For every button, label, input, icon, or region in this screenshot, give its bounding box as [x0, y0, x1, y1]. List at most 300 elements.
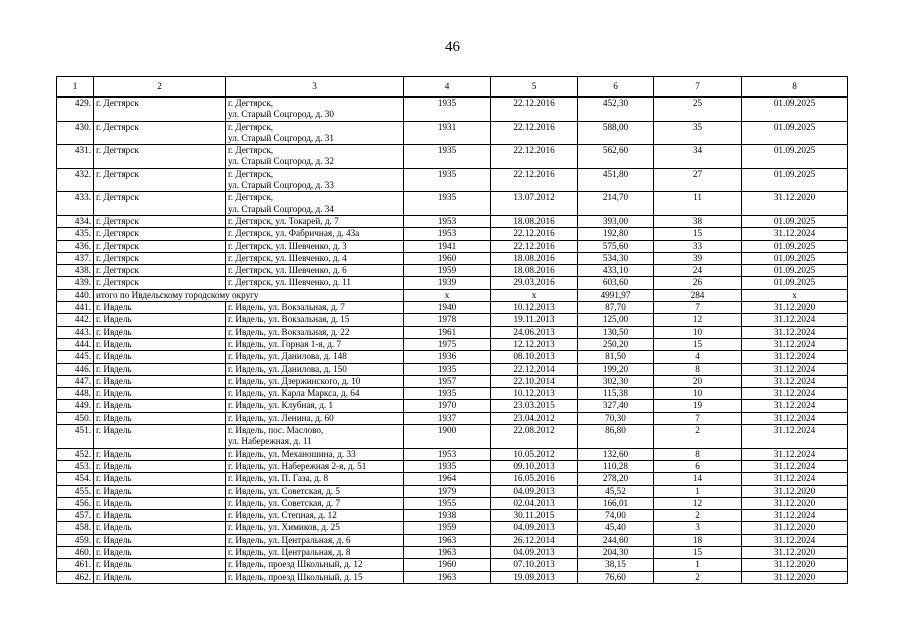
date-cell: 04.09.2013: [491, 522, 578, 534]
count-cell: 10: [654, 326, 742, 338]
table-row: [57, 559, 848, 571]
table-row: [57, 302, 848, 314]
row-number-cell: 453.: [57, 460, 94, 472]
year-cell: 1935: [404, 192, 491, 216]
row-number-cell: 442.: [57, 314, 94, 326]
table-row: [57, 215, 848, 227]
count-cell: 24: [654, 265, 742, 277]
count-cell: 10: [654, 388, 742, 400]
area-cell: 130,50: [578, 326, 654, 338]
address-line: г. Ивдель, ул. Вокзальная, д. 15: [228, 314, 350, 325]
area-cell: 244,60: [578, 534, 654, 546]
date-cell: 22.12.2016: [491, 228, 578, 240]
table-row: [57, 314, 848, 326]
date-cell: 10.12.2013: [491, 388, 578, 400]
deadline-cell: 31.12.2024: [742, 510, 848, 522]
address-cell: [226, 252, 404, 264]
locality-cell: г. Ивдель: [94, 534, 226, 546]
address-cell: [226, 412, 404, 424]
address-line: ул. Старый Соцгород, д. 33: [228, 180, 334, 191]
address-line: г. Ивдель, ул. Дзержинского, д. 10: [228, 375, 361, 386]
deadline-cell: 31.12.2020: [742, 571, 848, 583]
address-line: г. Ивдель, ул. Клубная, д. 1: [228, 400, 334, 411]
table-row: [57, 192, 848, 216]
deadline-cell: 01.09.2025: [742, 121, 848, 145]
deadline-cell: 31.12.2024: [742, 228, 848, 240]
deadline-cell: 31.12.2020: [742, 192, 848, 216]
locality-cell: г. Ивдель: [94, 400, 226, 412]
table-row: [57, 388, 848, 400]
address-line: г. Дегтярск, ул. Шевченко, д. 3: [228, 240, 347, 251]
deadline-cell: 31.12.2024: [742, 460, 848, 472]
total-label-cell: итого по Ивдельскому городскому округу: [94, 289, 404, 301]
address-cell: [226, 460, 404, 472]
year-cell: 1935: [404, 388, 491, 400]
row-number-cell: 430.: [57, 121, 94, 145]
deadline-cell: 31.12.2024: [742, 338, 848, 350]
count-cell: 8: [654, 448, 742, 460]
date-cell: 22.12.2016: [491, 168, 578, 192]
row-number-cell: 440.: [57, 289, 94, 301]
address-line: г. Дегтярск,: [228, 192, 274, 203]
table-row: [57, 375, 848, 387]
year-cell: 1959: [404, 265, 491, 277]
deadline-cell: 01.09.2025: [742, 277, 848, 289]
area-cell: 115,38: [578, 388, 654, 400]
date-cell: 18.08.2016: [491, 252, 578, 264]
locality-cell: г. Ивдель: [94, 522, 226, 534]
locality-cell: г. Ивдель: [94, 314, 226, 326]
address-cell: [226, 534, 404, 546]
address-line: ул. Старый Соцгород, д. 34: [228, 203, 334, 214]
table-row: [57, 145, 848, 169]
column-header: 1: [57, 77, 94, 98]
area-cell: 87,70: [578, 302, 654, 314]
address-cell: [226, 351, 404, 363]
date-cell: 04.09.2013: [491, 485, 578, 497]
row-number-cell: 447.: [57, 375, 94, 387]
address-line: г. Дегтярск,: [228, 121, 274, 132]
table-row: [57, 240, 848, 252]
address-cell: [226, 559, 404, 571]
deadline-cell: 31.12.2024: [742, 375, 848, 387]
date-cell: 22.12.2016: [491, 121, 578, 145]
address-line: г. Ивдель, ул. Данилова, д. 148: [228, 351, 347, 362]
locality-cell: г. Дегтярск: [94, 145, 226, 169]
row-number-cell: 435.: [57, 228, 94, 240]
table-row: [57, 121, 848, 145]
area-cell: 452,30: [578, 97, 654, 121]
row-number-cell: 461.: [57, 559, 94, 571]
count-cell: 39: [654, 252, 742, 264]
deadline-cell: 31.12.2024: [742, 351, 848, 363]
area-cell: 125,00: [578, 314, 654, 326]
deadline-cell: 01.09.2025: [742, 145, 848, 169]
year-cell: 1940: [404, 302, 491, 314]
address-cell: [226, 192, 404, 216]
table-row: [57, 571, 848, 583]
area-cell: 74,00: [578, 510, 654, 522]
table-row: [57, 425, 848, 449]
date-cell: 18.08.2016: [491, 215, 578, 227]
count-cell: 2: [654, 571, 742, 583]
count-cell: 8: [654, 363, 742, 375]
date-cell: 29.03.2016: [491, 277, 578, 289]
header-row: [57, 77, 848, 98]
area-cell: 86,80: [578, 425, 654, 449]
count-cell: 12: [654, 314, 742, 326]
address-line: г. Дегтярск, ул. Шевченко, д. 11: [228, 277, 352, 288]
table-row: [57, 228, 848, 240]
area-cell: 45,52: [578, 485, 654, 497]
area-cell: 214,70: [578, 192, 654, 216]
table-row: [57, 363, 848, 375]
locality-cell: г. Ивдель: [94, 375, 226, 387]
area-cell: 110,28: [578, 460, 654, 472]
address-cell: [226, 400, 404, 412]
address-cell: [226, 338, 404, 350]
address-line: г. Дегтярск,: [228, 98, 274, 108]
table-row: [57, 412, 848, 424]
count-cell: 6: [654, 460, 742, 472]
deadline-cell: 31.12.2020: [742, 559, 848, 571]
count-cell: 1: [654, 559, 742, 571]
table-row: [57, 522, 848, 534]
deadline-cell: 31.12.2024: [742, 314, 848, 326]
date-cell: 24.06.2013: [491, 326, 578, 338]
deadline-cell: 01.09.2025: [742, 168, 848, 192]
address-line: г. Ивдель, ул. Горная 1-я, д. 7: [228, 338, 342, 349]
table-row: [57, 168, 848, 192]
address-cell: [226, 448, 404, 460]
year-cell: 1957: [404, 375, 491, 387]
area-cell: 166,01: [578, 497, 654, 509]
year-cell: 1938: [404, 510, 491, 522]
address-cell: [226, 277, 404, 289]
address-cell: [226, 388, 404, 400]
address-line: ул. Старый Соцгород, д. 31: [228, 132, 334, 143]
date-cell: 22.10.2014: [491, 375, 578, 387]
address-line: г. Ивдель, ул. Механошина, д. 33: [228, 448, 356, 459]
deadline-cell: 31.12.2024: [742, 412, 848, 424]
date-cell: 10.12.2013: [491, 302, 578, 314]
locality-cell: г. Ивдель: [94, 302, 226, 314]
address-cell: [226, 363, 404, 375]
row-number-cell: 458.: [57, 522, 94, 534]
deadline-cell: 31.12.2024: [742, 473, 848, 485]
row-number-cell: 431.: [57, 145, 94, 169]
address-cell: [226, 522, 404, 534]
count-cell: 19: [654, 400, 742, 412]
count-cell: 2: [654, 510, 742, 522]
date-cell: 12.12.2013: [491, 338, 578, 350]
locality-cell: г. Ивдель: [94, 425, 226, 449]
column-header: 4: [404, 77, 491, 98]
address-line: г. Ивдель, проезд Школьный, д. 15: [228, 571, 363, 582]
address-line: г. Ивдель, ул. Химиков, д. 25: [228, 522, 340, 533]
locality-cell: г. Ивдель: [94, 571, 226, 583]
locality-cell: г. Ивдель: [94, 485, 226, 497]
date-cell: 22.08.2012: [491, 425, 578, 449]
locality-cell: г. Дегтярск: [94, 277, 226, 289]
table-row: [57, 534, 848, 546]
address-cell: [226, 168, 404, 192]
year-cell: 1963: [404, 571, 491, 583]
deadline-cell: 01.09.2025: [742, 97, 848, 121]
date-cell: 26.12.2014: [491, 534, 578, 546]
area-cell: 603,60: [578, 277, 654, 289]
address-cell: [226, 302, 404, 314]
table-row: [57, 460, 848, 472]
row-number-cell: 432.: [57, 168, 94, 192]
row-number-cell: 450.: [57, 412, 94, 424]
locality-cell: г. Дегтярск: [94, 252, 226, 264]
year-cell: 1936: [404, 351, 491, 363]
year-cell: 1960: [404, 252, 491, 264]
area-cell: 327,40: [578, 400, 654, 412]
address-line: г. Дегтярск, ул. Шевченко, д. 6: [228, 265, 347, 276]
deadline-cell: 01.09.2025: [742, 265, 848, 277]
year-cell: 1955: [404, 497, 491, 509]
locality-cell: г. Дегтярск: [94, 265, 226, 277]
locality-cell: г. Ивдель: [94, 546, 226, 558]
row-number-cell: 462.: [57, 571, 94, 583]
area-cell: 204,30: [578, 546, 654, 558]
area-cell: 451,80: [578, 168, 654, 192]
year-cell: x: [404, 289, 491, 301]
deadline-cell: 31.12.2024: [742, 388, 848, 400]
page-number: 46: [445, 39, 460, 55]
date-cell: 18.08.2016: [491, 265, 578, 277]
row-number-cell: 436.: [57, 240, 94, 252]
count-cell: 2: [654, 425, 742, 449]
deadline-cell: 31.12.2020: [742, 497, 848, 509]
year-cell: 1900: [404, 425, 491, 449]
count-cell: 7: [654, 302, 742, 314]
column-header: 3: [226, 77, 404, 98]
year-cell: 1935: [404, 97, 491, 121]
address-line: ул. Старый Соцгород, д. 32: [228, 156, 334, 167]
address-line: ул. Набережная, д. 11: [228, 436, 312, 447]
count-cell: 4: [654, 351, 742, 363]
count-cell: 38: [654, 215, 742, 227]
row-number-cell: 451.: [57, 425, 94, 449]
locality-cell: г. Дегтярск: [94, 97, 226, 121]
locality-cell: г. Ивдель: [94, 460, 226, 472]
area-cell: 588,00: [578, 121, 654, 145]
row-number-cell: 456.: [57, 497, 94, 509]
count-cell: 7: [654, 412, 742, 424]
row-number-cell: 455.: [57, 485, 94, 497]
row-number-cell: 454.: [57, 473, 94, 485]
locality-cell: г. Дегтярск: [94, 215, 226, 227]
year-cell: 1931: [404, 121, 491, 145]
area-cell: 302,30: [578, 375, 654, 387]
row-number-cell: 449.: [57, 400, 94, 412]
address-cell: [226, 228, 404, 240]
date-cell: x: [491, 289, 578, 301]
year-cell: 1964: [404, 473, 491, 485]
count-cell: 15: [654, 338, 742, 350]
count-cell: 35: [654, 121, 742, 145]
deadline-cell: 31.12.2020: [742, 302, 848, 314]
table-row: [57, 497, 848, 509]
year-cell: 1961: [404, 326, 491, 338]
locality-cell: г. Дегтярск: [94, 168, 226, 192]
date-cell: 22.12.2016: [491, 240, 578, 252]
row-number-cell: 460.: [57, 546, 94, 558]
housing-table: [56, 76, 848, 584]
year-cell: 1963: [404, 534, 491, 546]
column-header: 6: [578, 77, 654, 98]
table-row: [57, 400, 848, 412]
locality-cell: г. Дегтярск: [94, 121, 226, 145]
table-row: [57, 252, 848, 264]
date-cell: 09.10.2013: [491, 460, 578, 472]
address-line: г. Дегтярск, ул. Шевченко, д. 4: [228, 252, 347, 263]
table-row: [57, 448, 848, 460]
area-cell: 278,20: [578, 473, 654, 485]
address-line: г. Ивдель, ул. П. Газа, д. 8: [228, 473, 329, 484]
table-body: [57, 97, 848, 583]
row-number-cell: 445.: [57, 351, 94, 363]
address-cell: [226, 240, 404, 252]
address-line: г. Ивдель, ул. Данилова, д. 150: [228, 363, 347, 374]
address-line: г. Ивдель, ул. Центральная, д. 6: [228, 534, 351, 545]
row-number-cell: 429.: [57, 97, 94, 121]
locality-cell: г. Ивдель: [94, 338, 226, 350]
year-cell: 1978: [404, 314, 491, 326]
row-number-cell: 444.: [57, 338, 94, 350]
year-cell: 1970: [404, 400, 491, 412]
address-cell: [226, 546, 404, 558]
date-cell: 07.10.2013: [491, 559, 578, 571]
count-cell: 1: [654, 485, 742, 497]
date-cell: 22.12.2016: [491, 145, 578, 169]
date-cell: 19.11.2013: [491, 314, 578, 326]
locality-cell: г. Ивдель: [94, 326, 226, 338]
row-number-cell: 457.: [57, 510, 94, 522]
area-cell: 562,60: [578, 145, 654, 169]
row-number-cell: 452.: [57, 448, 94, 460]
column-header: 2: [94, 77, 226, 98]
deadline-cell: 31.12.2024: [742, 425, 848, 449]
deadline-cell: 01.09.2025: [742, 240, 848, 252]
address-cell: [226, 375, 404, 387]
row-number-cell: 446.: [57, 363, 94, 375]
year-cell: 1953: [404, 215, 491, 227]
area-cell: 45,40: [578, 522, 654, 534]
table-header: [57, 77, 848, 98]
locality-cell: г. Ивдель: [94, 363, 226, 375]
row-number-cell: 439.: [57, 277, 94, 289]
locality-cell: г. Ивдель: [94, 473, 226, 485]
date-cell: 23.03.2015: [491, 400, 578, 412]
table-row: [57, 485, 848, 497]
year-cell: 1935: [404, 363, 491, 375]
row-number-cell: 448.: [57, 388, 94, 400]
row-number-cell: 459.: [57, 534, 94, 546]
date-cell: 30.11.2015: [491, 510, 578, 522]
deadline-cell: 31.12.2024: [742, 363, 848, 375]
year-cell: 1979: [404, 485, 491, 497]
deadline-cell: 31.12.2020: [742, 522, 848, 534]
address-line: ул. Старый Соцгород, д. 30: [228, 109, 334, 120]
address-cell: [226, 425, 404, 449]
area-cell: 4991,97: [578, 289, 654, 301]
address-cell: [226, 265, 404, 277]
deadline-cell: 31.12.2024: [742, 534, 848, 546]
locality-cell: г. Ивдель: [94, 497, 226, 509]
table-row: [57, 338, 848, 350]
area-cell: 81,50: [578, 351, 654, 363]
year-cell: 1963: [404, 546, 491, 558]
address-line: г. Дегтярск, ул. Токарей, д. 7: [228, 215, 339, 226]
date-cell: 10.05.2012: [491, 448, 578, 460]
table-row: [57, 277, 848, 289]
address-cell: [226, 215, 404, 227]
row-number-cell: 437.: [57, 252, 94, 264]
count-cell: 15: [654, 228, 742, 240]
locality-cell: г. Ивдель: [94, 388, 226, 400]
year-cell: 1937: [404, 412, 491, 424]
area-cell: 76,60: [578, 571, 654, 583]
table-row: [57, 510, 848, 522]
count-cell: 12: [654, 497, 742, 509]
deadline-cell: 31.12.2020: [742, 485, 848, 497]
row-number-cell: 433.: [57, 192, 94, 216]
count-cell: 34: [654, 145, 742, 169]
date-cell: 22.12.2016: [491, 97, 578, 121]
area-cell: 70,30: [578, 412, 654, 424]
area-cell: 192,80: [578, 228, 654, 240]
address-line: г. Дегтярск,: [228, 168, 274, 179]
table-row: [57, 97, 848, 121]
deadline-cell: 31.12.2024: [742, 326, 848, 338]
address-line: г. Ивдель, ул. Ленина, д. 60: [228, 412, 334, 423]
year-cell: 1959: [404, 522, 491, 534]
column-header: 7: [654, 77, 742, 98]
address-line: г. Ивдель, ул. Вокзальная, д. 22: [228, 326, 350, 337]
year-cell: 1935: [404, 460, 491, 472]
address-line: г. Ивдель, ул. Центральная, д. 8: [228, 546, 351, 557]
count-cell: 3: [654, 522, 742, 534]
date-cell: 08.10.2013: [491, 351, 578, 363]
address-cell: [226, 97, 404, 121]
address-cell: [226, 121, 404, 145]
locality-cell: г. Дегтярск: [94, 228, 226, 240]
count-cell: 20: [654, 375, 742, 387]
row-number-cell: 438.: [57, 265, 94, 277]
area-cell: 393,00: [578, 215, 654, 227]
address-line: г. Ивдель, ул. Степная, д. 12: [228, 510, 337, 521]
count-cell: 14: [654, 473, 742, 485]
count-cell: 15: [654, 546, 742, 558]
deadline-cell: 01.09.2025: [742, 252, 848, 264]
deadline-cell: 31.12.2024: [742, 400, 848, 412]
count-cell: 26: [654, 277, 742, 289]
address-cell: [226, 473, 404, 485]
date-cell: 19.09.2013: [491, 571, 578, 583]
year-cell: 1953: [404, 448, 491, 460]
address-line: г. Дегтярск, ул. Фабричная, д. 43а: [228, 228, 360, 239]
count-cell: 11: [654, 192, 742, 216]
date-cell: 02.04.2013: [491, 497, 578, 509]
column-header: 5: [491, 77, 578, 98]
table-row: [57, 265, 848, 277]
locality-cell: г. Ивдель: [94, 448, 226, 460]
count-cell: 18: [654, 534, 742, 546]
